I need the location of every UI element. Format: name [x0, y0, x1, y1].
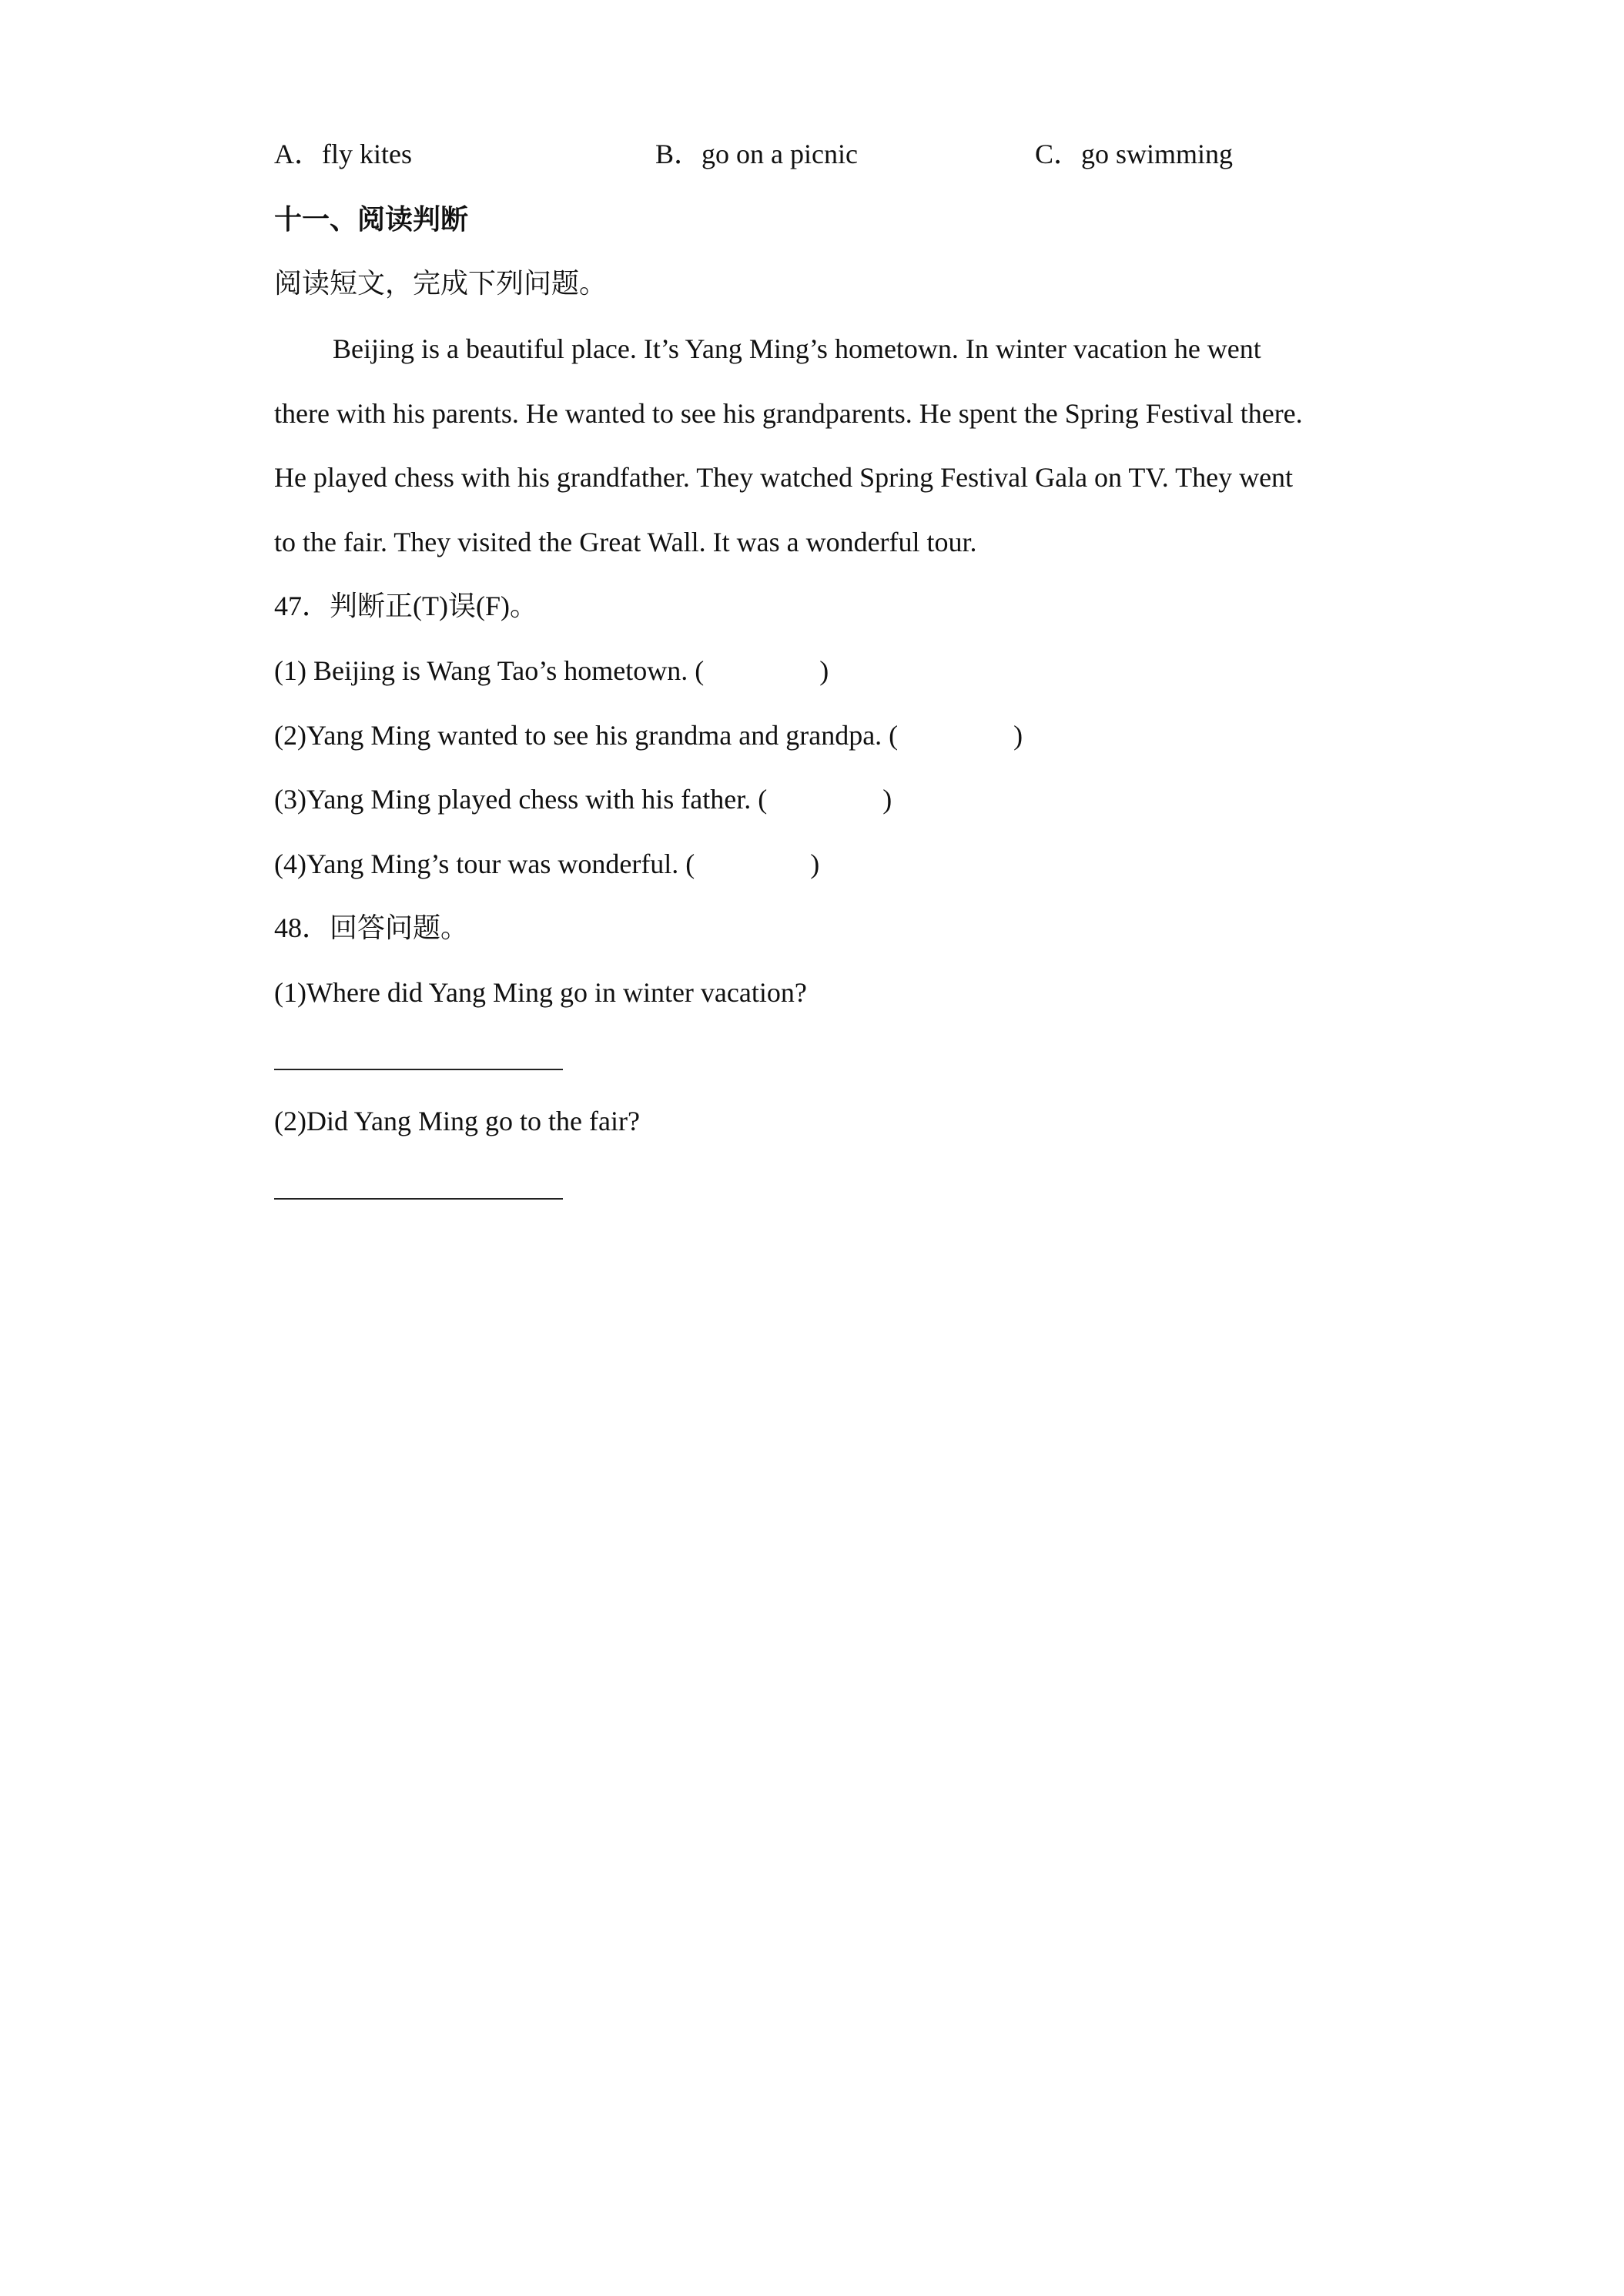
passage-line-3: He played chess with his grandfather. They watched Spring Festival Gala on TV. They went: [274, 462, 1294, 493]
question-47-item-2: [274, 718, 1023, 752]
question-48-item-1: (1)Where did Yang Ming go in winter vacation?: [274, 977, 807, 1008]
option-a: A．fly kites: [274, 139, 412, 169]
passage-line-4: to the fair. They visited the Great Wall. It was a wonderful tour.: [274, 527, 977, 557]
option-c: C．go swimming: [1035, 139, 1234, 169]
answer-line-2[interactable]: [274, 1198, 563, 1200]
option-b: B．go on a picnic: [655, 139, 858, 169]
question-47-item-1-text: (1) Beijing is Wang Tao’s hometown. (: [274, 655, 705, 686]
question-47-item-3-text: (3)Yang Ming played chess with his father. (: [274, 784, 768, 815]
question-47-item-1: [274, 654, 829, 688]
question-47-item-2-close: ): [1013, 720, 1023, 751]
question-47-item-4-close: ): [810, 848, 820, 879]
question-47-item-3-close: ): [882, 784, 892, 815]
question-47-item-3: [274, 782, 892, 816]
section-instruction: 阅读短文，完成下列问题。: [274, 268, 608, 299]
answer-line-1[interactable]: [274, 1069, 563, 1070]
question-48-item-2: (2)Did Yang Ming go to the fair?: [274, 1106, 640, 1136]
question-47-item-2-text: (2)Yang Ming wanted to see his grandma and grandpa. (: [274, 720, 899, 751]
question-47-item-4-text: (4)Yang Ming’s tour was wonderful. (: [274, 848, 695, 879]
section-title: 十一、阅读判断: [274, 204, 469, 235]
question-48-title: 48．回答问题。: [274, 912, 469, 943]
question-47-item-1-close: ): [819, 655, 829, 686]
question-47-item-4: [274, 847, 819, 881]
passage-line-2: there with his parents. He wanted to see his grandparents. He spent the Spring Festival there.: [274, 398, 1303, 429]
passage-line-1: Beijing is a beautiful place. It’s Yang Ming’s hometown. In winter vacation he went: [333, 333, 1261, 364]
question-47-title: 47．判断正(T)误(F)。: [274, 591, 537, 621]
